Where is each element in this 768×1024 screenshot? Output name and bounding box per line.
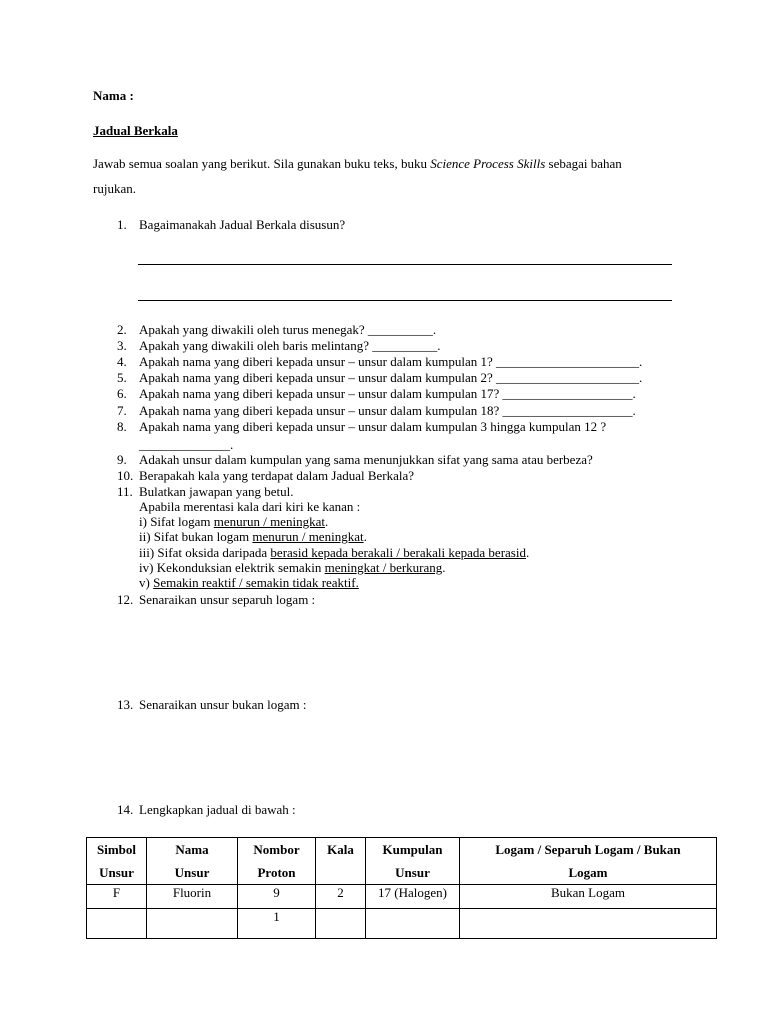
q11-subtitle: Apabila merentasi kala dari kiri ke kanan : — [139, 499, 361, 514]
q11-item-suffix: . — [363, 529, 367, 545]
q11-item-choices[interactable]: menurun / meningkat — [252, 529, 364, 545]
question-text: Apakah nama yang diberi kepada unsur – unsur dalam kumpulan 17? ____________________. — [139, 386, 636, 402]
table-header-cell — [316, 838, 366, 885]
table-cell[interactable] — [316, 909, 366, 939]
header-line-1: Simbol — [96, 842, 136, 857]
question-text: Berapakah kala yang terdapat dalam Jadual Berkala? — [139, 468, 415, 483]
header-line-2: Proton — [257, 865, 296, 880]
answer-line-1[interactable] — [138, 264, 672, 265]
table-cell: Bukan Logam — [460, 885, 717, 909]
question-number: 8. — [117, 418, 127, 434]
intro-text-pre: Jawab semua soalan yang berikut. Sila gunakan buku teks, buku — [93, 156, 431, 171]
question-text: Apakah nama yang diberi kepada unsur – unsur dalam kumpulan 1? ______________________. — [139, 354, 643, 370]
q11-item-choices[interactable]: berasid kepada berakali / berakali kepada berasid — [270, 544, 526, 560]
question-text: Apakah yang diwakili oleh baris melintang? __________. — [139, 338, 441, 354]
question-text: Lengkapkan jadual di bawah : — [139, 802, 296, 817]
question-text: Apakah nama yang diberi kepada unsur – unsur dalam kumpulan 3 hingga kumpulan 12 ? — [139, 418, 607, 434]
question-number: 2. — [117, 322, 127, 337]
question-number: 13. — [117, 697, 134, 712]
table-cell[interactable] — [460, 909, 717, 939]
answer-line-2[interactable] — [138, 300, 672, 301]
question-number: 7. — [117, 402, 127, 418]
header-line-1: Kala — [327, 842, 354, 857]
header-line-1: Kumpulan — [382, 842, 443, 857]
q11-item-suffix: . — [324, 514, 329, 529]
question-number: 4. — [117, 354, 127, 370]
question-number: 3. — [117, 338, 127, 354]
header-line-1: Nama — [175, 842, 209, 857]
q11-item-prefix: ii) Sifat bukan logam — [139, 529, 253, 545]
question-text: Senaraikan unsur separuh logam : — [139, 592, 316, 607]
table-header-cell — [238, 838, 316, 885]
q11-item-prefix: iv) Kekonduksian elektrik semakin — [139, 559, 325, 575]
table-header-cell — [460, 838, 717, 885]
question-number: 1. — [117, 217, 127, 232]
q11-item — [139, 575, 359, 591]
table-cell[interactable] — [366, 909, 460, 939]
q11-item-prefix: i) Sifat logam — [139, 514, 214, 529]
q11-item-choices[interactable]: meningkat / berkurang — [324, 559, 443, 575]
table-header-cell — [147, 838, 238, 885]
table-cell: 1 — [238, 909, 316, 939]
intro-book-title: Science Process Skills — [430, 156, 546, 171]
q8-answer-blank[interactable]: ______________. — [139, 437, 234, 452]
question-text: Bagaimanakah Jadual Berkala disusun? — [139, 217, 346, 232]
question-text: Apakah nama yang diberi kepada unsur – unsur dalam kumpulan 18? ____________________. — [139, 402, 636, 418]
q11-item-choices[interactable]: menurun / meningkat — [213, 514, 325, 529]
header-line-2: Unsur — [395, 865, 430, 880]
question-number: 5. — [117, 370, 127, 386]
name-label: Nama : — [93, 88, 134, 103]
table-cell: Fluorin — [147, 885, 238, 909]
question-number: 6. — [117, 386, 127, 402]
question-text: Apakah nama yang diberi kepada unsur – unsur dalam kumpulan 2? ______________________. — [139, 370, 643, 386]
q11-item — [139, 529, 367, 545]
question-text: Senaraikan unsur bukan logam : — [139, 697, 307, 712]
question-number: 14. — [117, 802, 134, 817]
header-line-1: Logam / Separuh Logam / Bukan — [495, 842, 681, 857]
q11-item — [139, 545, 529, 561]
q11-item-suffix: . — [525, 544, 530, 560]
table-body — [87, 885, 717, 939]
table-cell: 9 — [238, 885, 316, 909]
q11-item-prefix: iii) Sifat oksida daripada — [139, 544, 271, 560]
table-header-row — [87, 838, 717, 885]
question-number: 10. — [117, 468, 134, 483]
table-header-cell — [87, 838, 147, 885]
question-number: 9. — [117, 452, 127, 467]
question-text: Apakah yang diwakili oleh turus menegak? __________. — [139, 322, 437, 337]
q11-item-prefix: v) — [139, 575, 154, 591]
table-cell[interactable] — [147, 909, 238, 939]
table-cell: 2 — [316, 885, 366, 909]
header-line-1: Nombor — [253, 842, 300, 857]
table-cell: F — [87, 885, 147, 909]
table-header-cell — [366, 838, 460, 885]
q11-item-choices[interactable]: Semakin reaktif / semakin tidak reaktif. — [153, 575, 359, 591]
intro-line-2: rujukan. — [93, 181, 136, 196]
header-line-2: Unsur — [99, 865, 134, 880]
table-cell: 17 (Halogen) — [366, 885, 460, 909]
intro-line-1 — [93, 156, 622, 172]
intro-text-post: sebagai bahan — [545, 156, 622, 171]
element-table — [86, 837, 717, 939]
table-row — [87, 909, 717, 939]
header-line-2: Unsur — [174, 865, 210, 880]
question-text: Adakah unsur dalam kumpulan yang sama menunjukkan sifat yang sama atau berbeza? — [139, 452, 593, 467]
question-number: 11. — [117, 484, 133, 499]
question-number: 12. — [117, 592, 134, 607]
page-title: Jadual Berkala — [93, 123, 178, 138]
header-line-2: Logam — [568, 865, 608, 880]
q11-item — [139, 560, 446, 576]
table-cell[interactable] — [87, 909, 147, 939]
q11-item — [139, 514, 328, 530]
q11-item-suffix: . — [442, 559, 446, 575]
table-row — [87, 885, 717, 909]
question-text: Bulatkan jawapan yang betul. — [139, 484, 294, 499]
